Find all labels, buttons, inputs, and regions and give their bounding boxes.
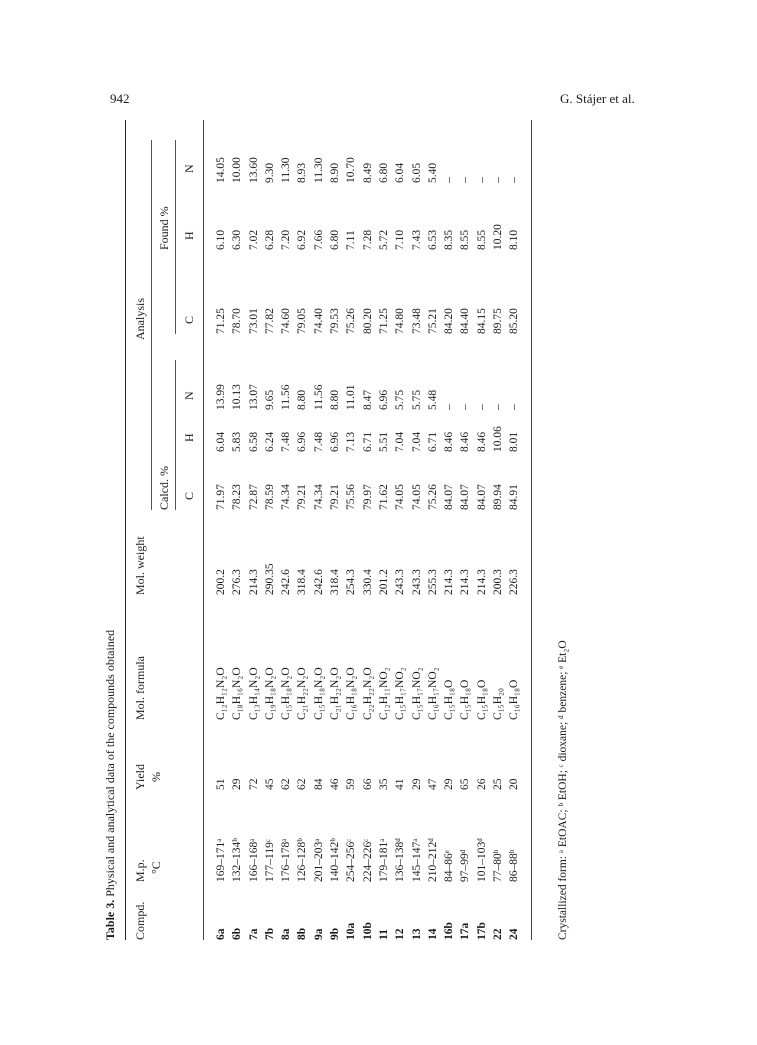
mol-formula: C₁₉H₁₈N₂O	[263, 667, 276, 720]
mol-weight: 242.6	[280, 569, 293, 595]
compound-id: 7b	[263, 927, 276, 940]
calcd-h: 5.51	[377, 431, 390, 452]
header-calcd-c: C	[182, 491, 196, 500]
calcd-h: 7.48	[280, 431, 293, 452]
mol-weight: 243.3	[410, 569, 423, 595]
calcd-h: 7.04	[394, 431, 407, 452]
compound-id: 17a	[459, 922, 472, 940]
mol-formula: C₁₂H₁₁NO₂	[377, 667, 390, 720]
compound-id: 7a	[247, 928, 260, 940]
melting-point: 136–138ᵈ	[394, 838, 407, 882]
melting-point: 210–212ᵈ	[426, 838, 439, 882]
mol-weight: 214.3	[459, 569, 472, 595]
yield: 66	[361, 778, 374, 790]
melting-point: 145–147ᵃ	[410, 838, 423, 882]
found-h: 6.10	[215, 229, 227, 250]
compound-id: 8b	[296, 927, 309, 940]
found-n: 8.49	[361, 162, 374, 183]
found-n: –	[492, 177, 505, 183]
mol-weight: 226.3	[508, 569, 521, 595]
mol-weight: 290.35	[263, 563, 276, 595]
calcd-n: –	[508, 404, 521, 410]
calcd-h: 6.71	[426, 431, 439, 452]
mol-weight: 276.3	[231, 569, 244, 595]
found-c: 73.48	[410, 308, 423, 334]
caption-label: Table 3.	[103, 899, 117, 940]
compound-id: 9a	[312, 928, 325, 940]
page-number: 942	[110, 91, 130, 106]
compound-id: 8a	[280, 928, 293, 940]
yield: 62	[280, 778, 293, 790]
calcd-rule	[175, 360, 176, 510]
found-c: 84.40	[459, 308, 472, 334]
mol-weight: 243.3	[394, 569, 407, 595]
found-c: 74.60	[280, 308, 293, 334]
found-c: 78.70	[231, 308, 244, 334]
yield: 26	[475, 778, 488, 790]
yield: 20	[508, 778, 521, 790]
melting-point: 84–86ᵉ	[443, 850, 456, 882]
mol-formula: C₁₅H₁₈O	[475, 679, 488, 720]
found-n: 10.70	[345, 157, 358, 183]
yield: 29	[443, 778, 456, 790]
top-rule	[125, 120, 126, 940]
mol-formula: C₁₂H₁₂N₂O	[215, 667, 227, 720]
melting-point: 176–178ᵃ	[280, 838, 293, 882]
running-head: G. Stájer et al.	[560, 91, 635, 106]
calcd-c: 79.21	[329, 484, 342, 510]
melting-point: 86–88ᵇ	[508, 849, 521, 882]
header-mol-weight: Mol. weight	[133, 536, 147, 595]
yield: 72	[247, 778, 260, 790]
found-n: 6.80	[377, 162, 390, 183]
analysis-rule	[151, 140, 152, 510]
header-yield-unit: %	[149, 772, 163, 782]
found-c: 89.75	[492, 308, 505, 334]
header-calcd-n: N	[182, 391, 196, 400]
mol-formula: C₁₅H₁₈O	[459, 679, 472, 720]
calcd-n: 11.01	[345, 384, 358, 410]
found-c: 79.05	[296, 308, 309, 334]
calcd-c: 84.07	[443, 484, 456, 510]
compound-id: 22	[492, 928, 505, 940]
mol-formula: C₁₈H₁₆N₂O	[231, 667, 244, 720]
header-formula: Mol. formula	[133, 656, 147, 720]
found-n: 14.05	[215, 157, 227, 183]
found-c: 75.21	[426, 308, 439, 334]
header-yield: Yield	[133, 764, 147, 790]
mol-weight: 255.3	[426, 569, 439, 595]
yield: 35	[377, 778, 390, 790]
melting-point: 201–203ᵃ	[312, 838, 325, 882]
compound-id: 9b	[329, 927, 342, 940]
calcd-n: 8.47	[361, 389, 374, 410]
calcd-n: 11.56	[280, 384, 293, 410]
mol-weight: 201.2	[377, 569, 390, 595]
calcd-n: 13.07	[247, 384, 260, 410]
compound-id: 10b	[361, 922, 374, 940]
yield: 84	[312, 778, 325, 790]
found-c: 73.01	[247, 308, 260, 334]
calcd-c: 72.87	[247, 484, 260, 510]
mol-formula: C₁₅H₁₇NO₂	[410, 667, 423, 720]
melting-point: 169–171ᵃ	[215, 838, 227, 882]
found-n: 11.30	[280, 157, 293, 183]
found-c: 71.25	[215, 308, 227, 334]
calcd-c: 84.07	[475, 484, 488, 510]
calcd-c: 79.97	[361, 484, 374, 510]
calcd-c: 84.91	[508, 484, 521, 510]
found-h: 6.28	[263, 229, 276, 250]
mol-formula: C₁₆H₁₇NO₂	[426, 667, 439, 720]
calcd-h: 6.58	[247, 431, 260, 452]
calcd-c: 78.59	[263, 484, 276, 510]
mol-weight: 214.3	[247, 569, 260, 595]
mol-weight: 200.2	[215, 569, 227, 595]
yield: 65	[459, 778, 472, 790]
calcd-n: –	[459, 404, 472, 410]
calcd-c: 71.62	[377, 484, 390, 510]
found-n: –	[443, 177, 456, 183]
mol-formula: C₁₃H₁₄N₂O	[247, 667, 260, 720]
found-n: –	[508, 177, 521, 183]
calcd-c: 74.34	[280, 484, 293, 510]
calcd-n: 5.48	[426, 389, 439, 410]
found-c: 84.20	[443, 308, 456, 334]
calcd-h: 5.83	[231, 431, 244, 452]
calcd-n: 8.80	[329, 389, 342, 410]
yield: 47	[426, 778, 439, 790]
calcd-c: 78.23	[231, 484, 244, 510]
found-c: 84.15	[475, 308, 488, 334]
found-c: 79.53	[329, 308, 342, 334]
calcd-n: 8.80	[296, 389, 309, 410]
found-h: 7.66	[312, 229, 325, 250]
header-analysis: Analysis	[133, 298, 147, 340]
found-n: 5.40	[426, 162, 439, 183]
yield: 62	[296, 778, 309, 790]
calcd-n: 6.96	[377, 389, 390, 410]
table-footnote: Crystallized form: ᵃ EtOAC; ᵇ EtOH; ᶜ dioxane; ᵈ benzene; ᵉ Et₂O	[557, 640, 569, 940]
melting-point: 177–119ᶜ	[263, 839, 276, 882]
caption-text: Physical and analytical data of the compounds obtained	[103, 629, 117, 897]
yield: 29	[410, 778, 423, 790]
mol-weight: 200.3	[492, 569, 505, 595]
yield: 45	[263, 778, 276, 790]
compound-id: 13	[410, 928, 423, 940]
found-c: 85.20	[508, 308, 521, 334]
found-n: 6.04	[394, 162, 407, 183]
found-c: 80.20	[361, 308, 374, 334]
compound-id: 16b	[443, 922, 456, 940]
found-h: 7.11	[345, 230, 358, 250]
calcd-h: 7.04	[410, 431, 423, 452]
header-calcd-h: H	[182, 433, 196, 442]
compound-id: 10a	[345, 922, 358, 940]
melting-point: 126–128ᵇ	[296, 838, 309, 882]
calcd-c: 89.94	[492, 484, 505, 510]
found-h: 7.28	[361, 229, 374, 250]
found-h: 7.43	[410, 229, 423, 250]
melting-point: 224–226ᶜ	[361, 838, 374, 882]
found-h: 6.53	[426, 229, 439, 250]
yield: 25	[492, 778, 505, 790]
found-h: 7.10	[394, 229, 407, 250]
calcd-c: 74.05	[410, 484, 423, 510]
melting-point: 140–142ᵇ	[329, 838, 342, 882]
yield: 46	[329, 778, 342, 790]
compound-id: 17b	[475, 922, 488, 940]
header-found-n: N	[182, 164, 196, 173]
found-h: 7.02	[247, 229, 260, 250]
header-calcd: Calcd. %	[157, 466, 171, 510]
melting-point: 101–103ᵈ	[475, 838, 488, 882]
melting-point: 77–80ᵇ	[492, 849, 505, 882]
bottom-rule	[531, 120, 532, 940]
calcd-h: 8.01	[508, 431, 521, 452]
header-found-c: C	[182, 315, 196, 324]
calcd-n: 11.56	[312, 384, 325, 410]
calcd-c: 71.97	[215, 484, 227, 510]
calcd-n: –	[475, 404, 488, 410]
mol-formula: C₂₂H₂₂N₂O	[361, 667, 374, 720]
yield: 51	[215, 778, 227, 790]
melting-point: 97–99ᵈ	[459, 849, 472, 882]
rotated-table	[95, 90, 635, 950]
found-h: 8.55	[459, 229, 472, 250]
found-h: 8.10	[508, 229, 521, 250]
mol-formula: C₁₆H₁₈N₂O	[345, 667, 358, 720]
mol-formula: C₁₅H₂₀	[492, 687, 505, 720]
found-n: 11.30	[312, 157, 325, 183]
mol-weight: 214.3	[475, 569, 488, 595]
mol-formula: C₁₅H₁₈N₂O	[312, 667, 325, 720]
calcd-n: 5.75	[394, 389, 407, 410]
melting-point: 179–181ᵃ	[377, 838, 390, 882]
found-h: 8.35	[443, 229, 456, 250]
mol-weight: 214.3	[443, 569, 456, 595]
found-n: 6.05	[410, 162, 423, 183]
found-h: 6.30	[231, 229, 244, 250]
calcd-c: 74.34	[312, 484, 325, 510]
melting-point: 132–134ᵇ	[231, 838, 244, 882]
mol-formula: C₁₅H₁₈N₂O	[280, 667, 293, 720]
found-n: 8.90	[329, 162, 342, 183]
mol-formula: C₁₆H₁₈O	[508, 679, 521, 720]
compound-id: 14	[426, 928, 439, 940]
yield: 41	[394, 778, 407, 790]
found-n: 13.60	[247, 157, 260, 183]
calcd-h: 6.24	[263, 431, 276, 452]
calcd-c: 79.21	[296, 484, 309, 510]
mol-weight: 330.4	[361, 569, 374, 595]
mol-formula: C₂₁H₂₂N₂O	[329, 667, 342, 720]
mol-formula: C₁₅H₁₈O	[443, 679, 456, 720]
calcd-h: 6.71	[361, 431, 374, 452]
found-c: 74.80	[394, 308, 407, 334]
calcd-n: 9.65	[263, 389, 276, 410]
mol-weight: 242.6	[312, 569, 325, 595]
found-c: 75.26	[345, 308, 358, 334]
calcd-c: 84.07	[459, 484, 472, 510]
calcd-c: 75.26	[426, 484, 439, 510]
calcd-n: –	[492, 404, 505, 410]
found-h: 10.20	[492, 224, 505, 250]
calcd-h: 10.06	[492, 426, 505, 452]
header-mp-unit: °C	[149, 861, 163, 874]
calcd-h: 6.96	[329, 431, 342, 452]
melting-point: 166–168ᵃ	[247, 838, 260, 882]
header-found: Found %	[157, 206, 171, 250]
calcd-h: 7.13	[345, 431, 358, 452]
calcd-c: 75.56	[345, 484, 358, 510]
found-h: 5.72	[377, 229, 390, 250]
header-rule	[203, 120, 204, 940]
header-mp: M.p.	[133, 859, 147, 882]
melting-point: 254–256ᶜ	[345, 838, 358, 882]
calcd-h: 6.04	[215, 431, 227, 452]
found-c: 77.82	[263, 308, 276, 334]
found-n: 10.00	[231, 157, 244, 183]
mol-formula: C₂₁H₂₂N₂O	[296, 667, 309, 720]
compound-id: 6b	[231, 927, 244, 940]
compound-id: 12	[394, 928, 407, 940]
found-rule	[175, 140, 176, 334]
calcd-h: 8.46	[475, 431, 488, 452]
found-h: 6.80	[329, 229, 342, 250]
compound-id: 11	[377, 929, 390, 940]
found-c: 71.25	[377, 308, 390, 334]
yield: 59	[345, 778, 358, 790]
mol-weight: 318.4	[329, 569, 342, 595]
header-compd: Compd.	[133, 901, 147, 940]
calcd-n: 5.75	[410, 389, 423, 410]
compound-id: 24	[508, 928, 521, 940]
found-n: –	[475, 177, 488, 183]
calcd-n: 13.99	[215, 384, 227, 410]
found-h: 7.20	[280, 229, 293, 250]
table-caption	[103, 630, 118, 940]
found-h: 8.55	[475, 229, 488, 250]
found-n: –	[459, 177, 472, 183]
found-n: 8.93	[296, 162, 309, 183]
calcd-n: –	[443, 404, 456, 410]
mol-weight: 254.3	[345, 569, 358, 595]
calcd-h: 8.46	[459, 431, 472, 452]
yield: 29	[231, 778, 244, 790]
calcd-h: 6.96	[296, 431, 309, 452]
header-found-h: H	[182, 231, 196, 240]
calcd-n: 10.13	[231, 384, 244, 410]
mol-weight: 318.4	[296, 569, 309, 595]
compound-id: 6a	[215, 928, 227, 940]
mol-formula: C₁₅H₁₇NO₂	[394, 667, 407, 720]
found-n: 9.30	[263, 162, 276, 183]
calcd-h: 8.46	[443, 431, 456, 452]
calcd-h: 7.48	[312, 431, 325, 452]
calcd-c: 74.05	[394, 484, 407, 510]
found-h: 6.92	[296, 229, 309, 250]
found-c: 74.40	[312, 308, 325, 334]
